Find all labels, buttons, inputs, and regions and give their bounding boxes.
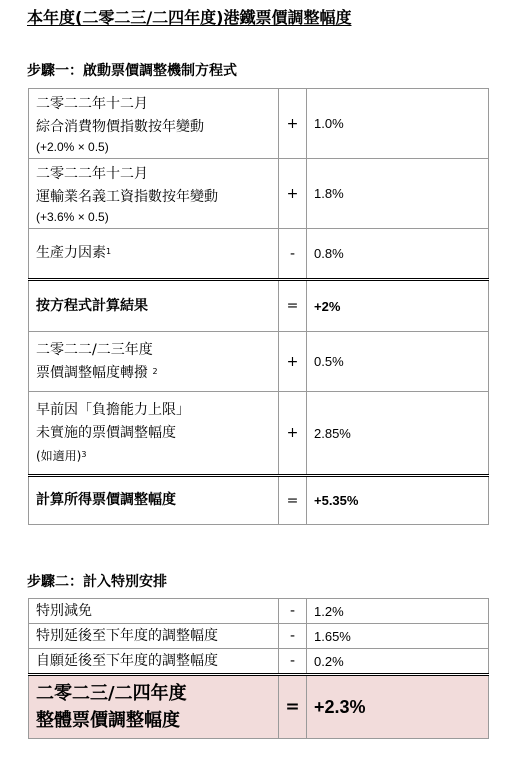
row-line2: 綜合消費物價指數按年變動 [36, 118, 204, 135]
table-row [29, 392, 489, 476]
row-description: 計算所得票價調整幅度 [29, 476, 279, 525]
step1-heading: 步驟一：啟動票價調整機制方程式 [27, 63, 237, 79]
table-row [29, 280, 489, 332]
final-description [29, 675, 279, 739]
row-description [29, 332, 279, 392]
row-description: 自願延後至下年度的調整幅度 [29, 649, 279, 675]
footnote-marker: 1 [106, 247, 112, 256]
row-line2: 未實施的票價調整幅度 [36, 424, 176, 441]
footnote-marker: 2 [152, 366, 158, 376]
table-row [29, 229, 489, 280]
row-note: (+3.6% × 0.5) [36, 209, 109, 224]
row-value: 0.8% [307, 229, 489, 280]
row-operator: + [279, 332, 307, 392]
final-operator: = [279, 675, 307, 739]
row-value: 0.5% [307, 332, 489, 392]
row-value: 1.2% [307, 599, 489, 624]
row-line1: 早前因「負擔能力上限」 [36, 401, 190, 418]
row-operator: + [279, 159, 307, 229]
row-value: +5.35% [307, 476, 489, 525]
final-value: +2.3% [307, 675, 489, 739]
row-value: 1.0% [307, 89, 489, 159]
page-title: 本年度(二零二三/二四年度)港鐵票價調整幅度 [27, 8, 352, 27]
row-line2: 票價調整幅度轉撥 [36, 364, 148, 381]
row-operator: - [279, 624, 307, 649]
row-note: (如適用) [36, 448, 82, 463]
row-value: 1.65% [307, 624, 489, 649]
row-description [29, 229, 279, 280]
row-description: 特別減免 [29, 599, 279, 624]
step1-table [28, 88, 489, 525]
row-operator: = [279, 476, 307, 525]
row-line1: 二零二二年十二月 [36, 165, 148, 182]
final-line2: 整體票價調整幅度 [36, 710, 180, 731]
row-description [29, 392, 279, 476]
row-operator: + [279, 89, 307, 159]
step2-table [28, 598, 489, 739]
row-value: 2.85% [307, 392, 489, 476]
row-value: 0.2% [307, 649, 489, 675]
row-operator: - [279, 649, 307, 675]
row-operator: = [279, 280, 307, 332]
table-row [29, 624, 489, 649]
row-operator: - [279, 229, 307, 280]
table-row [29, 649, 489, 675]
table-row [29, 159, 489, 229]
step2-heading: 步驟二：計入特別安排 [27, 574, 167, 590]
table-row [29, 332, 489, 392]
row-value: +2% [307, 280, 489, 332]
final-result-row [29, 675, 489, 739]
table-row [29, 599, 489, 624]
row-line1: 生產力因素 [36, 245, 106, 261]
row-operator: - [279, 599, 307, 624]
row-description [29, 89, 279, 159]
row-line1: 二零二二/二三年度 [36, 341, 153, 358]
row-value: 1.8% [307, 159, 489, 229]
footnote-marker: 3 [81, 449, 87, 459]
row-line1: 二零二二年十二月 [36, 95, 148, 112]
row-operator: + [279, 392, 307, 476]
final-line1: 二零二三/二四年度 [36, 683, 187, 704]
row-description: 按方程式計算結果 [29, 280, 279, 332]
table-row [29, 476, 489, 525]
row-note: (+2.0% × 0.5) [36, 139, 109, 154]
row-line2: 運輸業名義工資指數按年變動 [36, 188, 218, 205]
table-row [29, 89, 489, 159]
row-description: 特別延後至下年度的調整幅度 [29, 624, 279, 649]
row-description [29, 159, 279, 229]
